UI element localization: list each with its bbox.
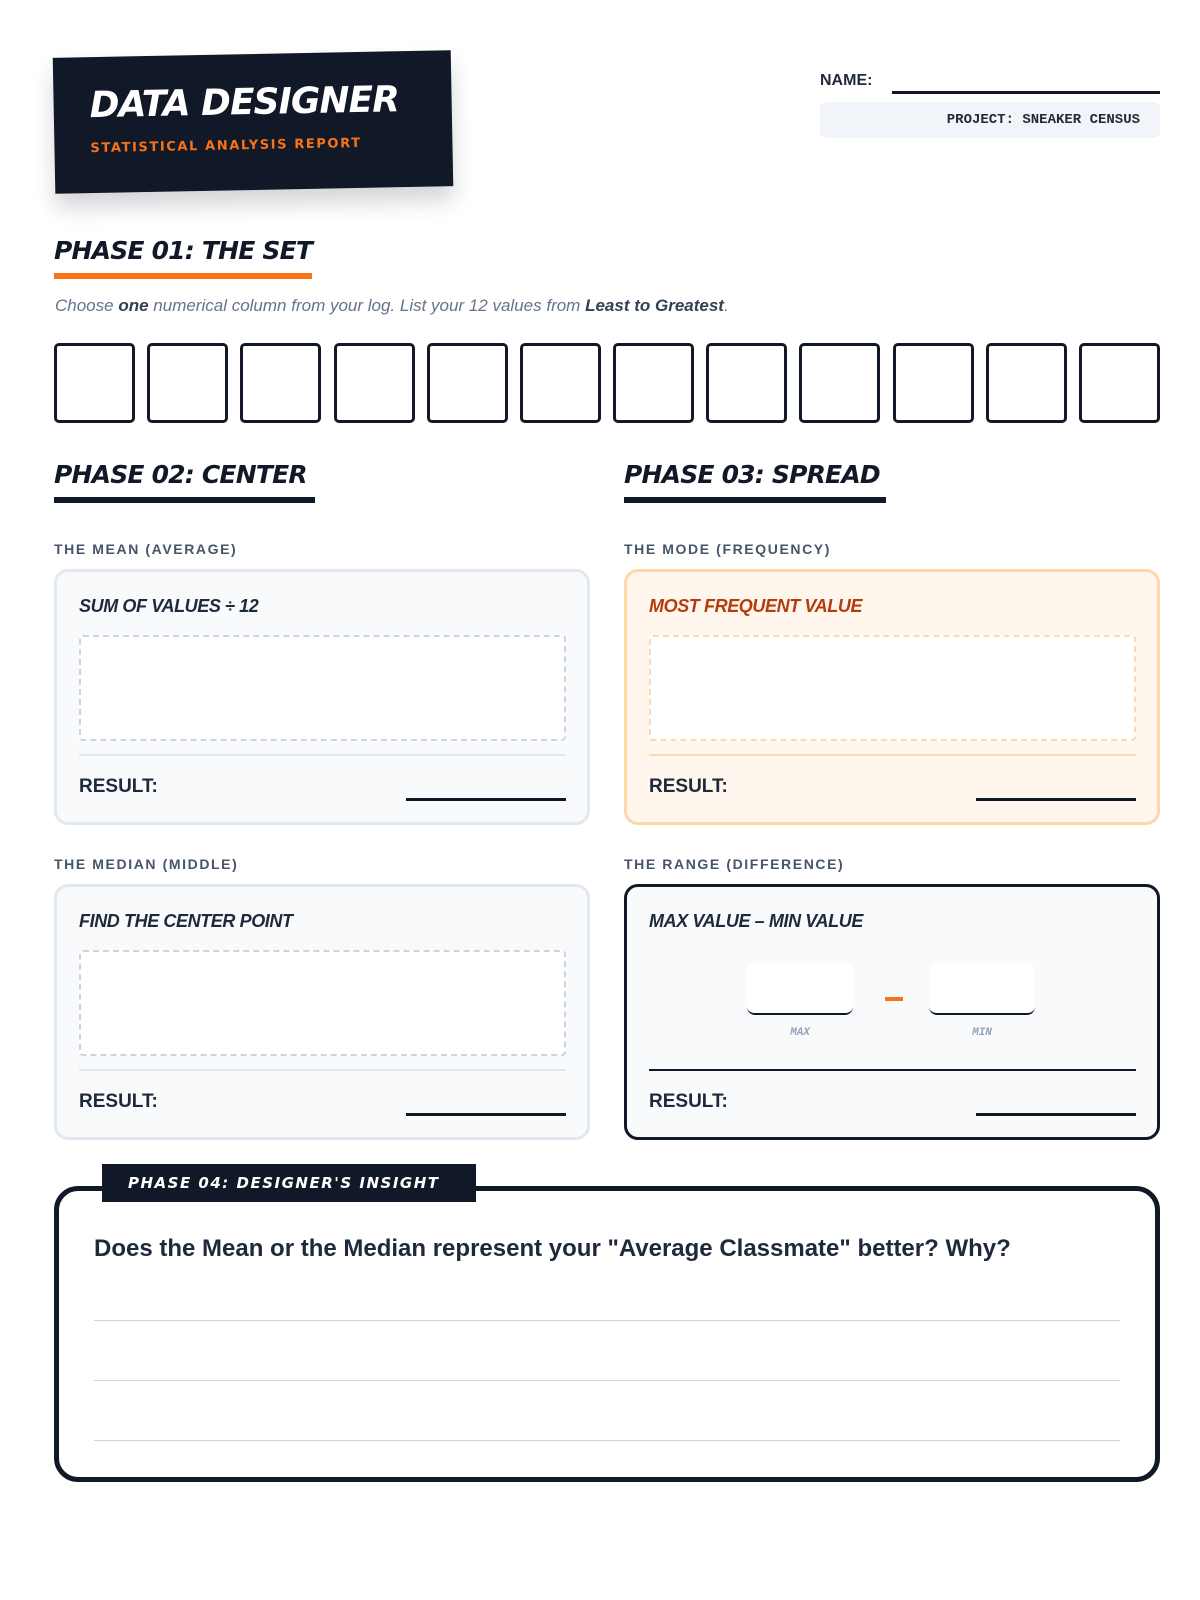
report-title: DATA DESIGNER bbox=[89, 79, 400, 127]
median-work-area[interactable] bbox=[79, 950, 566, 1056]
mean-work-area[interactable] bbox=[79, 635, 566, 741]
range-min-input[interactable] bbox=[929, 963, 1035, 1015]
range-max-label: MAX bbox=[790, 1027, 810, 1039]
phase-01-title: PHASE 01: THE SET bbox=[54, 236, 313, 265]
insight-answer-line-2[interactable] bbox=[94, 1380, 1120, 1381]
mean-divider bbox=[79, 754, 566, 756]
median-section-label: THE MEDIAN (MIDDLE) bbox=[54, 856, 239, 872]
range-max-input[interactable] bbox=[747, 963, 853, 1015]
report-title-card bbox=[53, 50, 454, 194]
phase-02-underline bbox=[54, 497, 315, 503]
phase-01-underline bbox=[54, 273, 312, 279]
mode-divider bbox=[649, 754, 1136, 756]
mode-section-label: THE MODE (FREQUENCY) bbox=[624, 541, 831, 557]
median-result-label: RESULT: bbox=[79, 1091, 158, 1112]
insight-question: Does the Mean or the Median represent your "Average Classmate" better? Why? bbox=[94, 1235, 1011, 1262]
median-card-title: FIND THE CENTER POINT bbox=[79, 911, 293, 931]
mode-work-area[interactable] bbox=[649, 635, 1136, 741]
median-result-field[interactable] bbox=[406, 1113, 566, 1116]
phase-02-title: PHASE 02: CENTER bbox=[54, 460, 307, 489]
report-subtitle: STATISTICAL ANALYSIS REPORT bbox=[90, 135, 362, 157]
value-box[interactable] bbox=[893, 343, 974, 423]
name-field[interactable] bbox=[892, 91, 1160, 94]
value-box[interactable] bbox=[520, 343, 601, 423]
range-result-label: RESULT: bbox=[649, 1091, 728, 1112]
mode-card-title: MOST FREQUENT VALUE bbox=[649, 596, 863, 616]
range-divider bbox=[649, 1069, 1136, 1071]
mode-result-label: RESULT: bbox=[649, 776, 728, 797]
mode-card bbox=[624, 569, 1160, 825]
value-box[interactable] bbox=[986, 343, 1067, 423]
mean-card-title: SUM OF VALUES ÷ 12 bbox=[79, 596, 259, 616]
value-box[interactable] bbox=[54, 343, 135, 423]
mean-result-field[interactable] bbox=[406, 798, 566, 801]
mean-card bbox=[54, 569, 590, 825]
range-card-title: MAX VALUE – MIN VALUE bbox=[649, 911, 863, 931]
name-label: NAME: bbox=[820, 72, 873, 89]
phase-01-instruction: Choose one numerical column from your log. List your 12 values from Least to Greatest. bbox=[55, 296, 729, 315]
range-card bbox=[624, 884, 1160, 1140]
insight-box bbox=[54, 1186, 1160, 1482]
insight-answer-line-1[interactable] bbox=[94, 1320, 1120, 1321]
phase-03-title: PHASE 03: SPREAD bbox=[624, 460, 880, 489]
minus-icon bbox=[885, 997, 903, 1001]
value-box[interactable] bbox=[613, 343, 694, 423]
value-box[interactable] bbox=[334, 343, 415, 423]
mean-result-label: RESULT: bbox=[79, 776, 158, 797]
range-min-label: MIN bbox=[972, 1027, 992, 1039]
value-box[interactable] bbox=[147, 343, 228, 423]
project-tag: PROJECT: SNEAKER CENSUS bbox=[820, 102, 1160, 138]
value-box[interactable] bbox=[240, 343, 321, 423]
insight-answer-line-3[interactable] bbox=[94, 1440, 1120, 1441]
range-section-label: THE RANGE (DIFFERENCE) bbox=[624, 856, 845, 872]
phase-04-tab: PHASE 04: DESIGNER'S INSIGHT bbox=[102, 1164, 476, 1202]
range-result-field[interactable] bbox=[976, 1113, 1136, 1116]
value-entry-row bbox=[54, 343, 1160, 423]
value-box[interactable] bbox=[706, 343, 787, 423]
mode-result-field[interactable] bbox=[976, 798, 1136, 801]
median-card bbox=[54, 884, 590, 1140]
mean-section-label: THE MEAN (AVERAGE) bbox=[54, 541, 238, 557]
value-box[interactable] bbox=[427, 343, 508, 423]
value-box[interactable] bbox=[799, 343, 880, 423]
median-divider bbox=[79, 1069, 566, 1071]
phase-03-underline bbox=[624, 497, 886, 503]
value-box[interactable] bbox=[1079, 343, 1160, 423]
